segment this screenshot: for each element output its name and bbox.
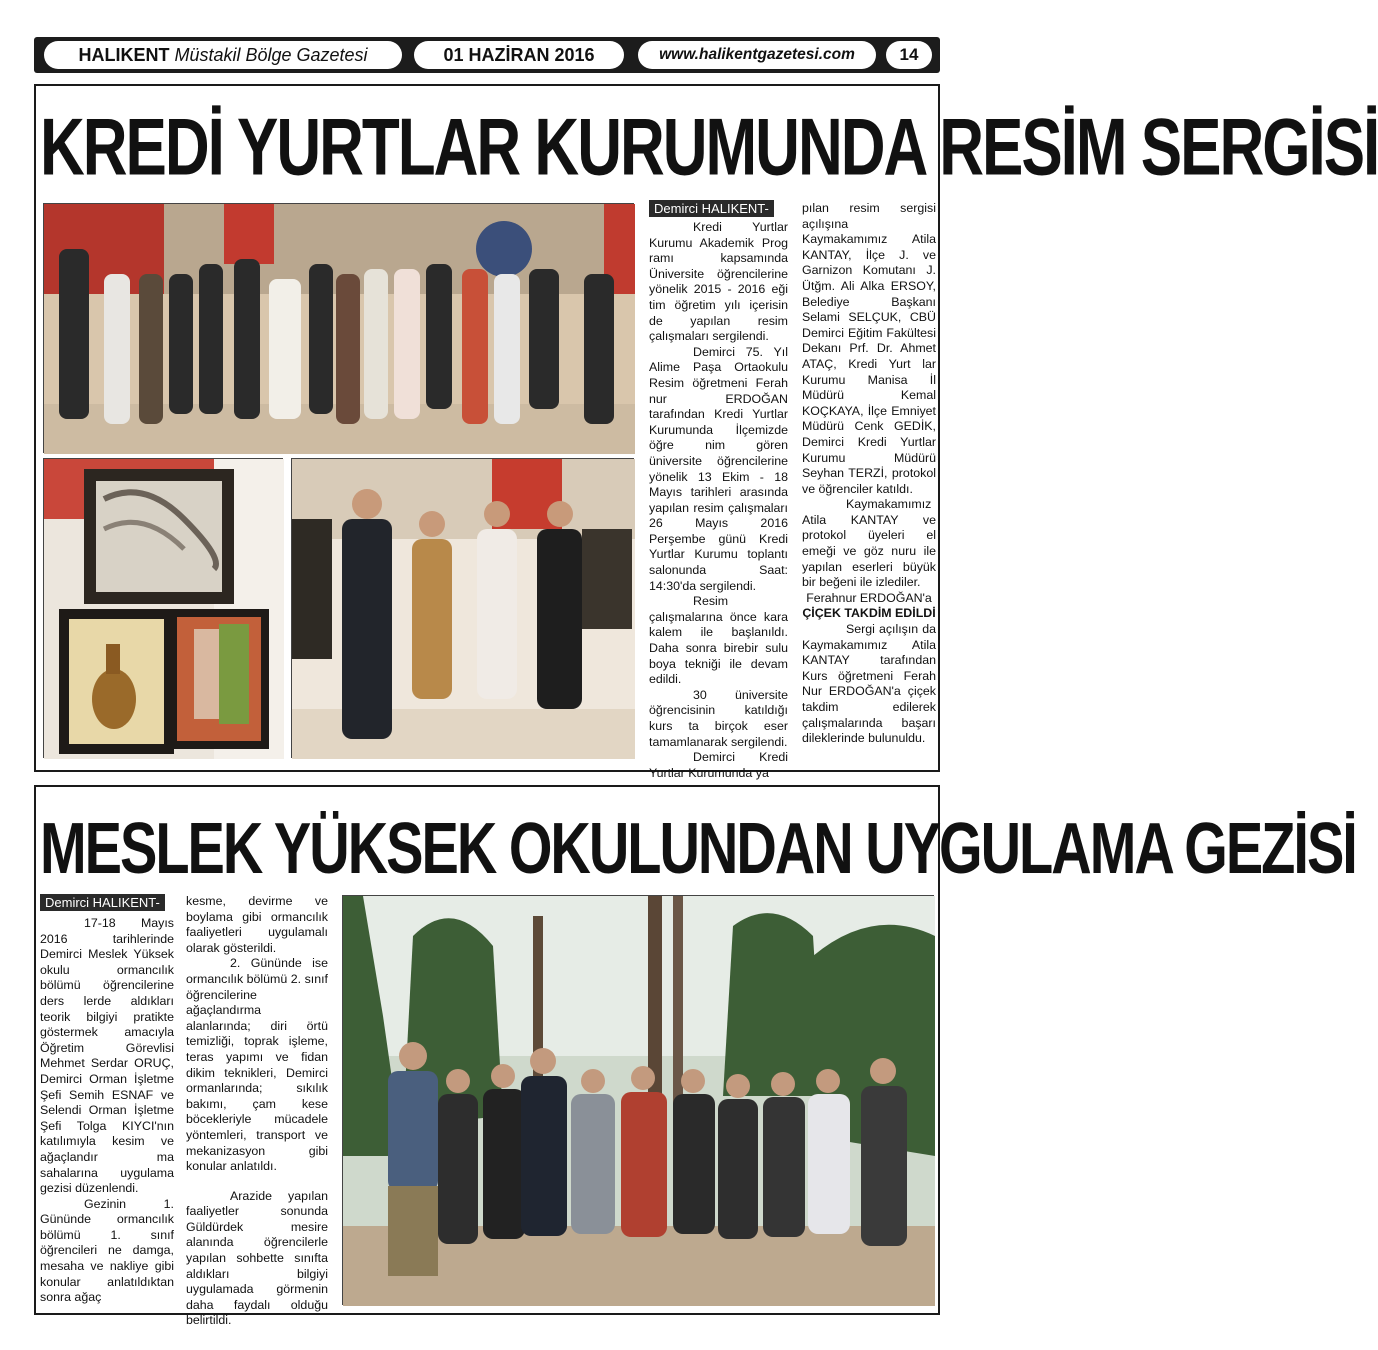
photo-forest-students: [342, 895, 934, 1305]
paper-name: HALIKENT: [78, 44, 170, 65]
paragraph: Kaymakamımız Atila KANTAY ve protokol üyeleri el emeği ve göz nuru ile yapılan eserleri büyük bir beğeni ile izlediler.: [802, 497, 936, 590]
paragraph: 2. Gününde ise ormancılık bölümü 2. sınıf öğrencilerine ağaçlandırma alanlarında; diri örtü temizliği, toprak işleme, teras yapımı ve fidan dikim teknikleri, Demirci ormanlarında; sıkılık bakımı, çam kese böcekleriyle mücadele yöntemleri, transport ve mekanizasyon gibi konular anlatıldı.: [186, 956, 328, 1174]
page-number: 14: [886, 41, 932, 69]
paragraph: Demirci 75. Yıl Alime Paşa Ortaokulu Resim öğretmeni Ferah nur ERDOĞAN tarafından Kredi Yurtlar Kurumunda İlçemizde öğre nim gören üniversite öğrencilerine yönelik 13 Ekim - 18 Mayıs tarihleri arasında yapılan resim çalışmaları 26 Mayıs 2016 Perşembe günü Kredi Yurtlar Kurumu toplantı salonunda Saat: 14:30'da sergilendi.: [649, 344, 788, 593]
headline-field-trip: MESLEK YÜKSEK OKULUNDAN UYGULAMA GEZİSİ: [40, 806, 1356, 889]
paragraph: Kredi Yurtlar Kurumu Akademik Prog ramı kapsamında Üniversite öğrencilerine yönelik 2015 - 2016 eği tim öğretim yılı içerisin de yapılan resim çalışmaları sergilendi.: [649, 220, 788, 344]
paragraph: Demirci Kredi Yurtlar Kurumunda ya: [649, 750, 788, 780]
article2-column-1: [40, 916, 174, 1306]
subhead-lead: Ferahnur ERDOĞAN'a: [806, 590, 932, 605]
issue-date: 01 HAZİRAN 2016: [414, 41, 624, 69]
website-link[interactable]: www.halikentgazetesi.com: [638, 41, 876, 69]
headline-art-exhibition: KREDİ YURTLAR KURUMUNDA RESİM SERGİSİ: [40, 102, 1378, 193]
photo-paintings: [43, 458, 283, 758]
article1-column-1: [649, 220, 788, 780]
subhead: ÇİÇEK TAKDİM EDİLDİ: [802, 606, 936, 621]
paragraph: kesme, devirme ve boylama gibi ormancılık faaliyetleri uygulamalı olarak gösterildi.: [186, 894, 328, 955]
paper-subtitle: Müstakil Bölge Gazetesi: [174, 44, 368, 65]
dateline: Demirci HALIKENT-: [649, 200, 774, 218]
article1-column-2: [802, 201, 936, 761]
photo-group-exhibition: [43, 203, 634, 453]
photo-teacher-students: [291, 458, 634, 758]
paragraph: pılan resim sergisi açılışına Kaymakamımız Atila KANTAY, İlçe J. ve Garnizon Komutanı J. Ütğm. Ali Alka ERSOY, Belediye Başkanı Selami SELÇUK, CBÜ Demirci Eğitim Fakültesi Dekanı Prf. Dr. Ahmet ATAÇ, Kredi Yurt lar Kurumu Manisa İl Müdürü Kemal KOÇKAYA, İlçe Emniyet Müdürü Cenk GEDİK, Demirci Kredi Yurtlar Kurumu Müdürü Seyhan TERZİ, protokol ve öğrenciler katıldı.: [802, 201, 936, 496]
newspaper-title: [44, 41, 402, 69]
paragraph: Sergi açılışın da Kaymakamımız Atila KANTAY tarafından Kurs öğretmeni Ferah Nur ERDOĞAN'a çiçek takdim edilerek çalışmalarında başarı dileklerinde bulunuldu.: [802, 622, 936, 746]
paragraph: Resim çalışmalarına önce kara kalem ile başlanıldı. Daha sonra birebir sulu boya tekniği ile devam edildi.: [649, 594, 788, 687]
paragraph: Gezinin 1. Gününde ormancılık bölümü 1. sınıf öğrencileri ne damga, mesaha ve nakliye gibi konular anlatıldıktan sonra ağaç: [40, 1196, 174, 1305]
dateline: Demirci HALIKENT-: [40, 894, 165, 912]
article2-column-2: [186, 894, 328, 1328]
paragraph: 17-18 Mayıs 2016 tarihlerinde Demirci Meslek Yüksek okulu ormancılık bölümü öğrencilerine ders lerde aldıkları teorik bilgiyi pratikte göstermek amacıyla Öğretim Görevlisi Mehmet Serdar ORUÇ, Demirci Orman İşletme Şefi Semih ESNAF ve Selendi Orman İşletme Şefi Tolga KIYCI'nın katılımıyla kesim ve ağaçlandır ma sahalarına uygulama gezisi düzenlendi.: [40, 916, 174, 1196]
paragraph: Arazide yapılan faaliyetler sonunda Güldürdek mesire alanında öğrencilerle yapılan sohbette sınıfta aldıkları bilgiyi uygulamada görmenin daha faydalı olduğu belirtildi.: [186, 1188, 328, 1328]
paragraph: 30 üniversite öğrencisinin katıldığı kurs ta birçok eser tamamlanarak sergilendi.: [649, 687, 788, 749]
